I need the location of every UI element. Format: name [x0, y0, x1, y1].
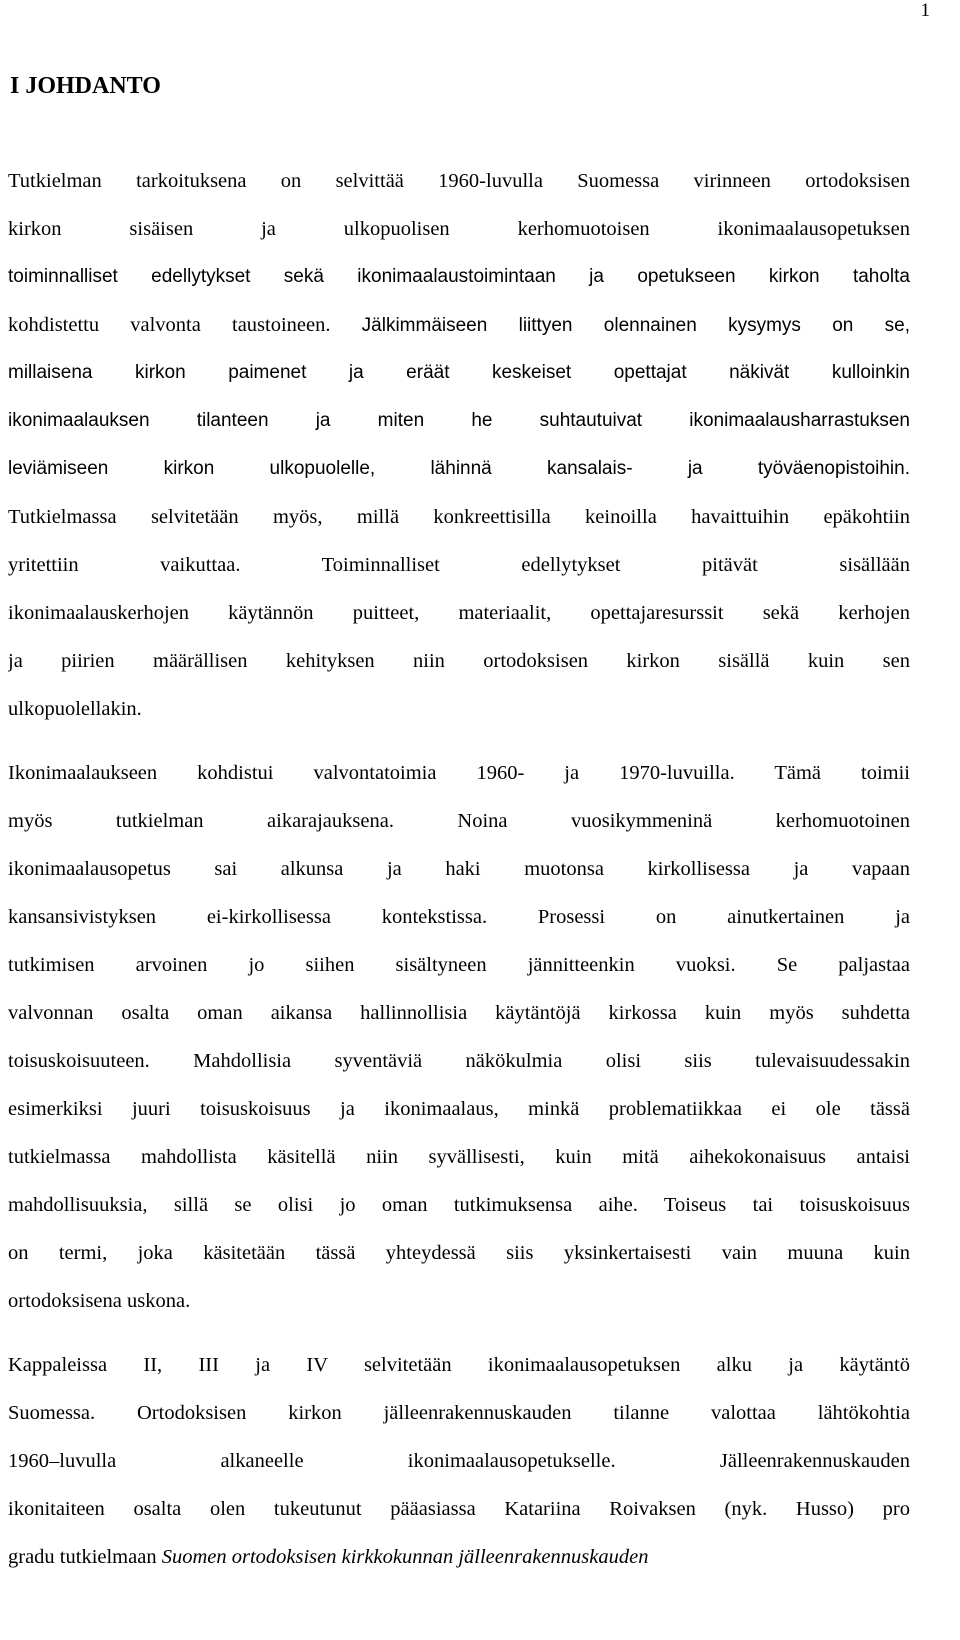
text-line: myös tutkielman aikarajauksena. Noina vuosikymmeninä kerhomuotoinen	[8, 810, 910, 832]
text-line: toiminnalliset edellytykset sekä ikonimaalaustoimintaan ja opetukseen kirkon taholta	[8, 266, 910, 287]
text-line: mahdollisuuksia, sillä se olisi jo oman tutkimuksensa aihe. Toiseus tai toisuskoisuus	[8, 1194, 910, 1216]
text-line: tutkielmassa mahdollista käsitellä niin syvällisesti, kuin mitä aihekokonaisuus antaisi	[8, 1146, 910, 1168]
text-line: on termi, joka käsitetään tässä yhteydessä siis yksinkertaisesti vain muuna kuin	[8, 1242, 910, 1264]
text-line: kirkon sisäisen ja ulkopuolisen kerhomuotoisen ikonimaalausopetuksen	[8, 218, 910, 240]
text-line: ikonimaalausopetus sai alkunsa ja haki muotonsa kirkollisessa ja vapaan	[8, 858, 910, 880]
text-line: kansansivistyksen ei-kirkollisessa kontekstissa. Prosessi on ainutkertainen ja	[8, 906, 910, 928]
text-line: toisuskoisuuteen. Mahdollisia syventäviä näkökulmia olisi siis tulevaisuudessakin	[8, 1050, 910, 1072]
text-line: yritettiin vaikuttaa. Toiminnalliset edellytykset pitävät sisällään	[8, 554, 910, 576]
text-line: Tutkielman tarkoituksena on selvittää 1960-luvulla Suomessa virinneen ortodoksisen	[8, 170, 910, 192]
paragraph-1	[8, 157, 910, 733]
text-line: ikonimaalauskerhojen käytännön puitteet, materiaalit, opettajaresurssit sekä kerhojen	[8, 602, 910, 624]
text-line: ortodoksisena uskona.	[8, 1290, 191, 1312]
page-number: 1	[920, 0, 930, 21]
chapter-heading: I JOHDANTO	[10, 73, 161, 99]
text-line: ulkopuolellakin.	[8, 698, 142, 720]
text-line: 1960–luvulla alkaneelle ikonimaalausopetukselle. Jälleenrakennuskauden	[8, 1450, 910, 1472]
text-line: ja piirien määrällisen kehityksen niin ortodoksisen kirkon sisällä kuin sen	[8, 650, 910, 672]
text-line: ikonitaiteen osalta olen tukeutunut pääasiassa Katariina Roivaksen (nyk. Husso) pro	[8, 1498, 910, 1520]
text-line: millaisena kirkon paimenet ja eräät keskeiset opettajat näkivät kulloinkin	[8, 362, 910, 383]
text-line: Ikonimaalaukseen kohdistui valvontatoimia 1960- ja 1970-luvuilla. Tämä toimii	[8, 762, 910, 784]
text-line: Kappaleissa II, III ja IV selvitetään ikonimaalausopetuksen alku ja käytäntö	[8, 1354, 910, 1376]
text-line: esimerkiksi juuri toisuskoisuus ja ikonimaalaus, minkä problematiikkaa ei ole tässä	[8, 1098, 910, 1120]
text-line: tutkimisen arvoinen jo siihen sisältyneen jännitteenkin vuoksi. Se paljastaa	[8, 954, 910, 976]
paragraph-2	[8, 749, 910, 1325]
text-line: gradu tutkielmaan Suomen ortodoksisen kirkkokunnan jälleenrakennuskauden	[8, 1546, 649, 1568]
text-line: ikonimaalauksen tilanteen ja miten he suhtautuivat ikonimaalausharrastuksen	[8, 410, 910, 431]
text-line: Suomessa. Ortodoksisen kirkon jälleenrakennuskauden tilanne valottaa lähtökohtia	[8, 1402, 910, 1424]
text-line: leviämiseen kirkon ulkopuolelle, lähinnä kansalais- ja työväenopistoihin.	[8, 458, 910, 479]
paragraph-3	[8, 1341, 910, 1581]
text-line: valvonnan osalta oman aikansa hallinnollisia käytäntöjä kirkossa kuin myös suhdetta	[8, 1002, 910, 1024]
text-line: Tutkielmassa selvitetään myös, millä konkreettisilla keinoilla havaittuihin epäkohtiin	[8, 506, 910, 528]
text-line: kohdistettu valvonta taustoineen. Jälkimmäiseen liittyen olennainen kysymys on se,	[8, 314, 910, 336]
